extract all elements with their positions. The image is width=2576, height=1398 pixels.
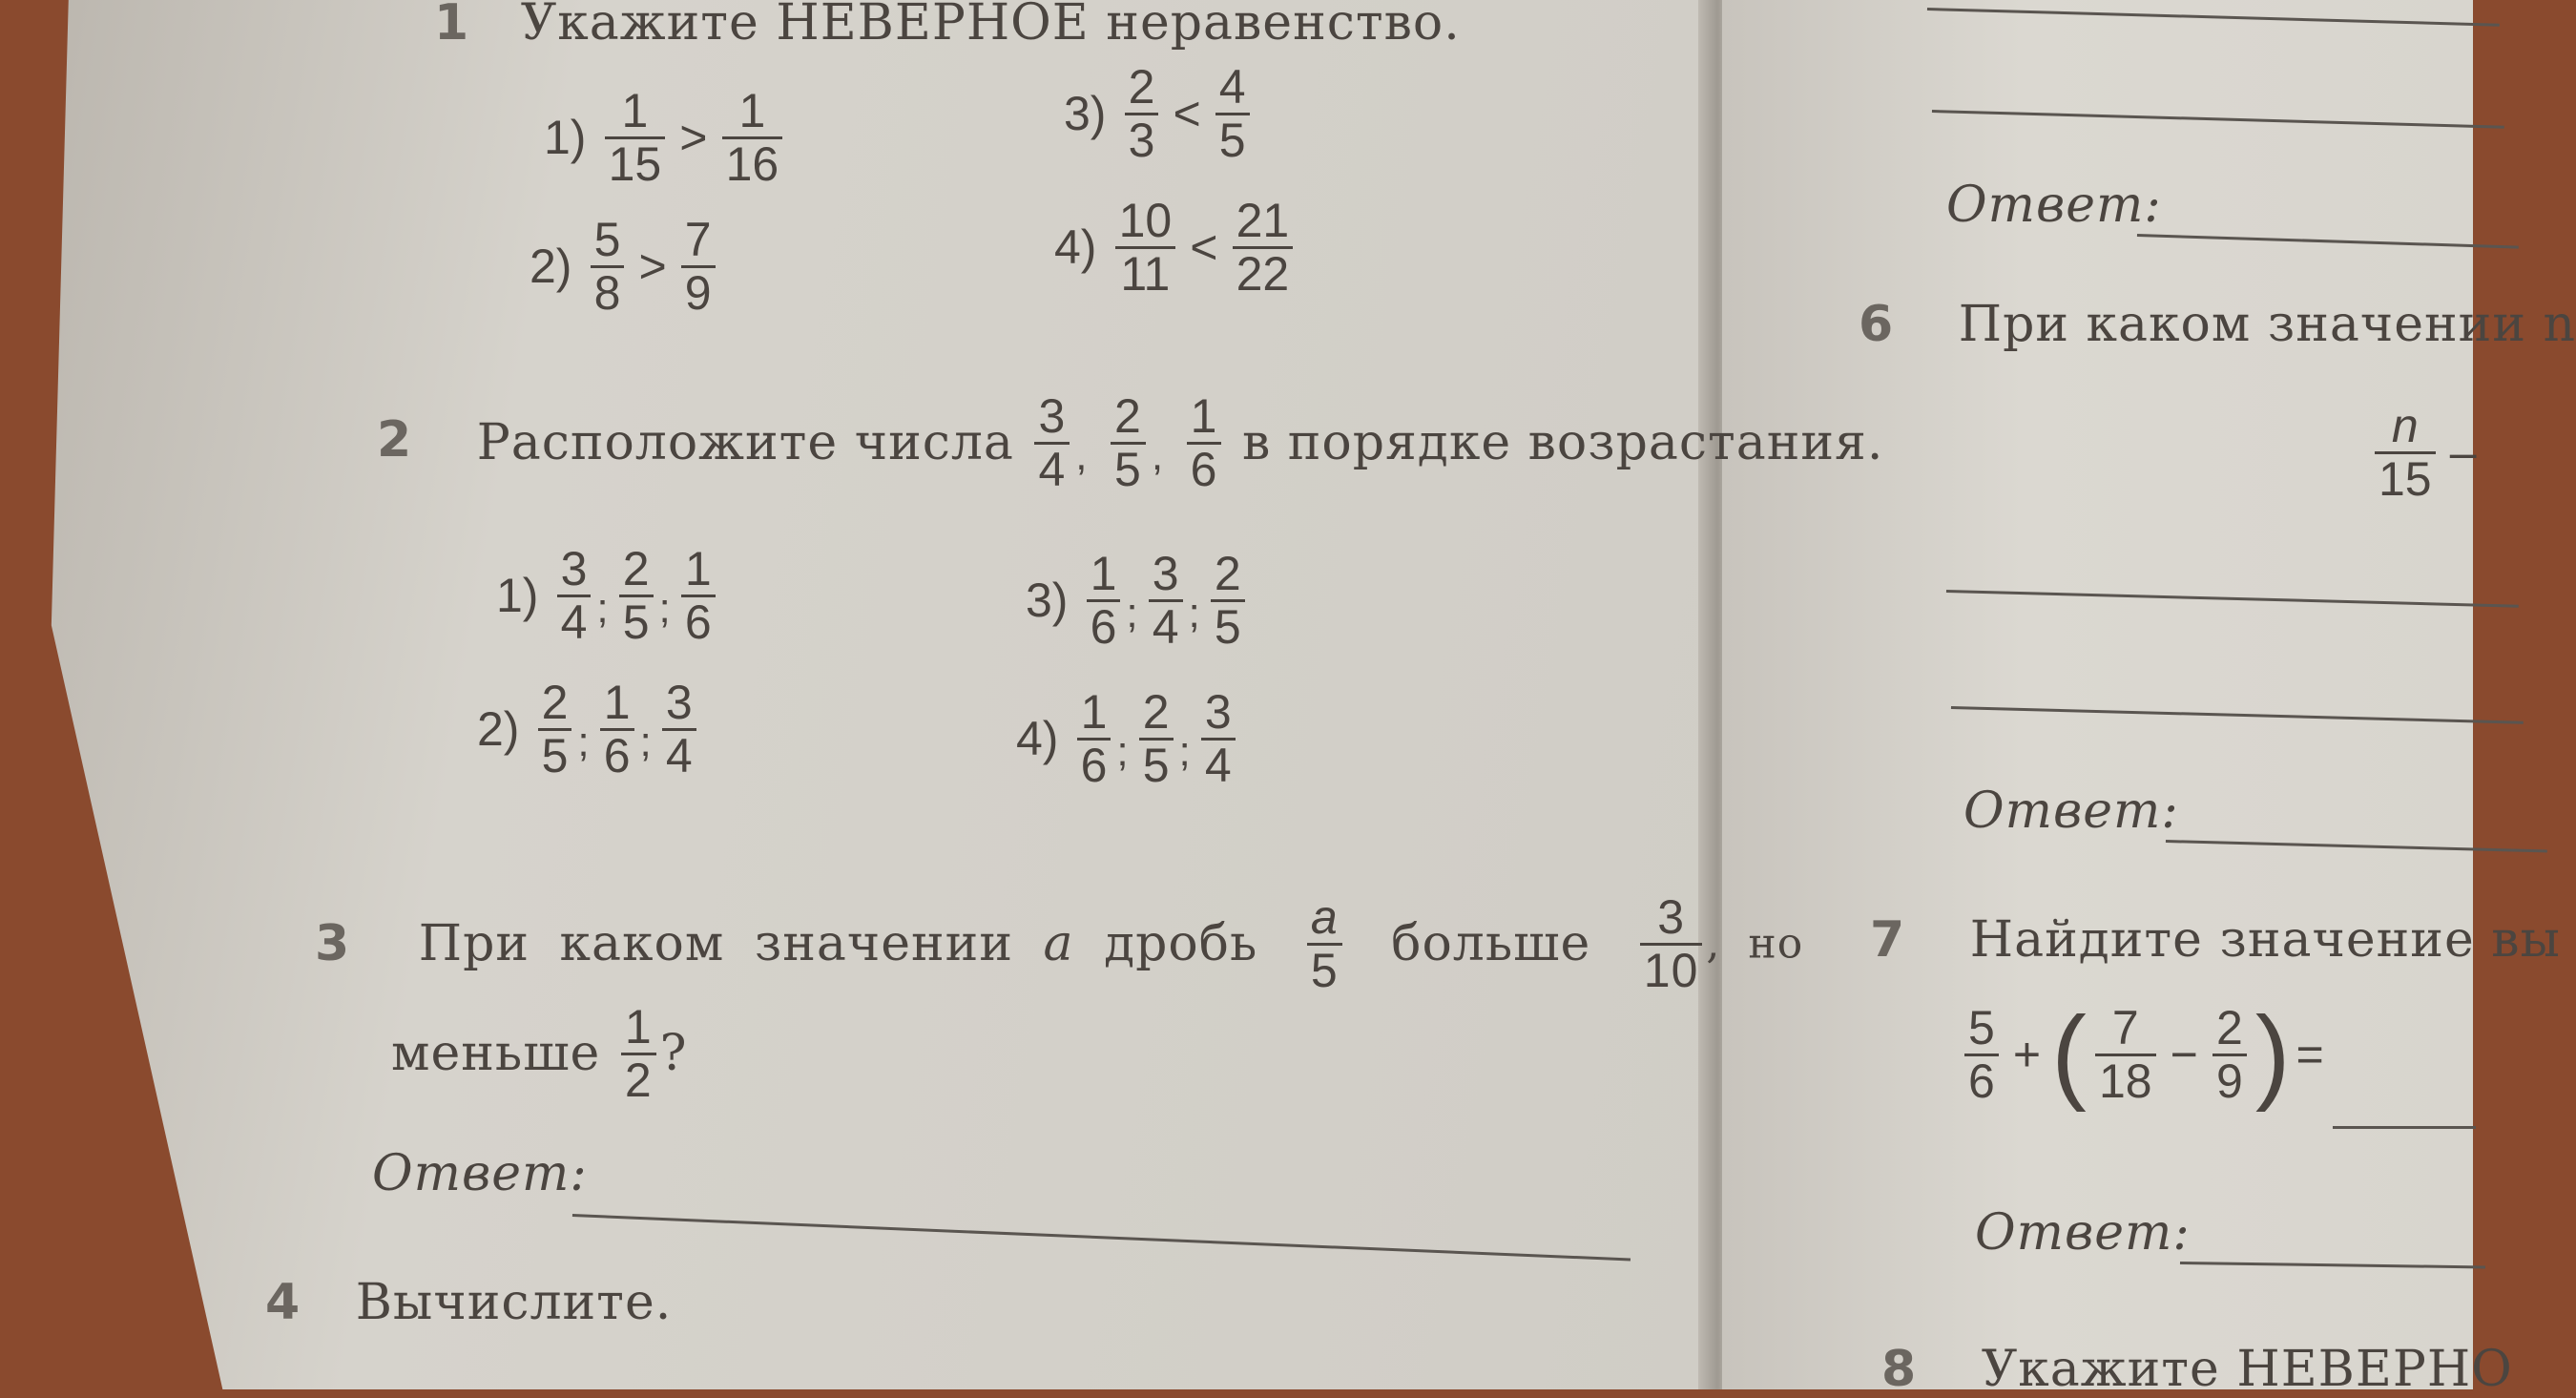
task3-line-2 — [391, 1002, 688, 1105]
option-label: 4) — [1016, 712, 1059, 765]
task1-option-1 — [544, 86, 786, 189]
task2-option-2: 2) $\frac{2}{5}$ ; $\frac{1}{6}$ ; $\frac{3}{4}$ — [477, 678, 700, 781]
fraction: $\frac{1}{6}$ — [1087, 549, 1121, 652]
fraction: $\frac{a}{5}$ — [1307, 892, 1342, 995]
task3-number: 3 — [315, 915, 351, 972]
task8-prompt: Укажите НЕВЕРНО — [1981, 1341, 2513, 1398]
task7-answer-label: Ответ: — [1975, 1204, 2191, 1262]
fraction: $\frac{2}{5}$ — [1139, 687, 1174, 790]
task7-header — [1870, 911, 2561, 969]
task2-option-3: 3) $\frac{1}{6}$ ; $\frac{3}{4}$ ; $\frac{2}{5}$ — [1026, 549, 1249, 652]
fraction: $\frac{3}{4}$ — [1201, 687, 1236, 790]
fraction: $\frac{1}{6}$ — [600, 678, 634, 781]
fraction: $\frac{7}{9}$ — [681, 215, 716, 318]
option-label: 2) — [530, 240, 572, 293]
task6-prompt: При каком значении n — [1958, 296, 2576, 353]
fraction: $\frac{n}{15}$ — [2375, 401, 2436, 504]
open-paren: ( — [2051, 995, 2087, 1113]
task6-number: 6 — [1859, 296, 1895, 353]
close-paren: ) — [2254, 995, 2291, 1113]
fraction: $\frac{1}{6}$ — [1077, 687, 1111, 790]
task1-option-4 — [1054, 196, 1297, 299]
option-label: 1) — [496, 569, 539, 622]
inequality-sign: < — [1190, 220, 1218, 274]
fraction: $\frac{3}{10}$ — [1640, 892, 1703, 995]
answer-label-top: Ответ: — [1946, 177, 2162, 234]
task2-option-1: 1) $\frac{3}{4}$ ; $\frac{2}{5}$ ; $\frac{1}{6}$ — [496, 544, 719, 647]
fraction: $\frac{2}{5}$ — [1211, 549, 1245, 652]
task6-header — [1859, 296, 2576, 353]
task7-prompt: Найдите значение вы — [1969, 911, 2561, 969]
fraction: $\frac{2}{5}$ — [538, 678, 572, 781]
option-label: 3) — [1026, 574, 1069, 627]
task3-line-1 — [315, 892, 1803, 995]
option-label: 3) — [1064, 87, 1107, 140]
task3-text-5: меньше — [391, 1025, 601, 1082]
task4-header — [265, 1274, 672, 1331]
fraction: $\frac{3}{4}$ — [1149, 549, 1183, 652]
task8-number: 8 — [1881, 1341, 1918, 1398]
inequality-sign: > — [679, 111, 708, 164]
fraction: $\frac{3}{4}$ — [557, 544, 592, 647]
fraction: $\frac{1}{16}$ — [722, 86, 783, 189]
fraction: $\frac{21}{22}$ — [1233, 196, 1294, 299]
option-label: 4) — [1054, 220, 1097, 274]
task1-number: 1 — [434, 0, 470, 52]
option-label: 1) — [544, 111, 587, 164]
task3-answer-label: Ответ: — [372, 1145, 588, 1202]
fraction: $\frac{4}{5}$ — [1215, 62, 1250, 165]
fraction: $\frac{1}{6}$ — [681, 544, 716, 647]
task7-expression — [1961, 995, 2330, 1113]
fraction: $\frac{10}{11}$ — [1115, 196, 1176, 299]
task1-option-3 — [1064, 62, 1254, 165]
minus-sign: − — [2170, 1028, 2198, 1081]
task1-option-2 — [530, 215, 719, 318]
task3-text-4: , но — [1706, 919, 1804, 969]
task6-expression — [2371, 401, 2483, 504]
fraction: $\frac{1}{6}$ — [1187, 391, 1222, 494]
fraction: $\frac{2}{5}$ — [619, 544, 654, 647]
task4-prompt: Вычислите. — [355, 1274, 673, 1331]
task7-result-line[interactable] — [2333, 1126, 2476, 1129]
inequality-sign: < — [1173, 87, 1201, 140]
task2-prompt-after: в порядке возрастания. — [1241, 414, 1884, 471]
task3-text-6: ? — [659, 1025, 688, 1082]
plus-sign: + — [2012, 1028, 2042, 1081]
fraction: $\frac{5}{6}$ — [1964, 1003, 1999, 1106]
task3-text-2: дробь — [1104, 915, 1258, 972]
fraction: $\frac{1}{15}$ — [605, 86, 666, 189]
fraction: $\frac{5}{8}$ — [591, 215, 625, 318]
task6-answer-label: Ответ: — [1963, 782, 2179, 840]
task3-variable: a — [1043, 915, 1074, 972]
fraction: $\frac{3}{4}$ — [662, 678, 696, 781]
task1-prompt: Укажите НЕВЕРНОЕ неравенство. — [520, 0, 1461, 52]
task2-option-4: 4) $\frac{1}{6}$ ; $\frac{2}{5}$ ; $\frac{3}{4}$ — [1016, 687, 1239, 790]
task4-number: 4 — [265, 1274, 301, 1331]
fraction: $\frac{2}{5}$ — [1111, 391, 1146, 494]
task3-text-1: При каком значении — [418, 915, 1013, 972]
fraction: $\frac{2}{3}$ — [1125, 62, 1159, 165]
equals-sign: = — [2296, 1028, 2324, 1081]
minus-sign: – — [2449, 426, 2477, 479]
task8-header — [1881, 1341, 2513, 1398]
fraction: $\frac{3}{4}$ — [1034, 391, 1070, 494]
fraction: $\frac{2}{9}$ — [2212, 1003, 2247, 1106]
task2-number: 2 — [377, 410, 413, 469]
fraction: $\frac{7}{18}$ — [2095, 1003, 2156, 1106]
task7-number: 7 — [1870, 911, 1906, 969]
option-label: 2) — [477, 702, 520, 756]
task2-prompt-before: Расположите числа — [476, 414, 1014, 471]
task2-header: 2 Расположите числа $\frac{3}{4}$ $_,$ $\frac{2}{5}$ $_,$ $\frac{1}{6}$ в порядке возрастания. — [377, 389, 1884, 496]
fraction: $\frac{1}{2}$ — [621, 1002, 656, 1105]
task1-header — [434, 0, 1461, 52]
inequality-sign: > — [638, 240, 667, 293]
task3-text-3: больше — [1391, 915, 1591, 972]
